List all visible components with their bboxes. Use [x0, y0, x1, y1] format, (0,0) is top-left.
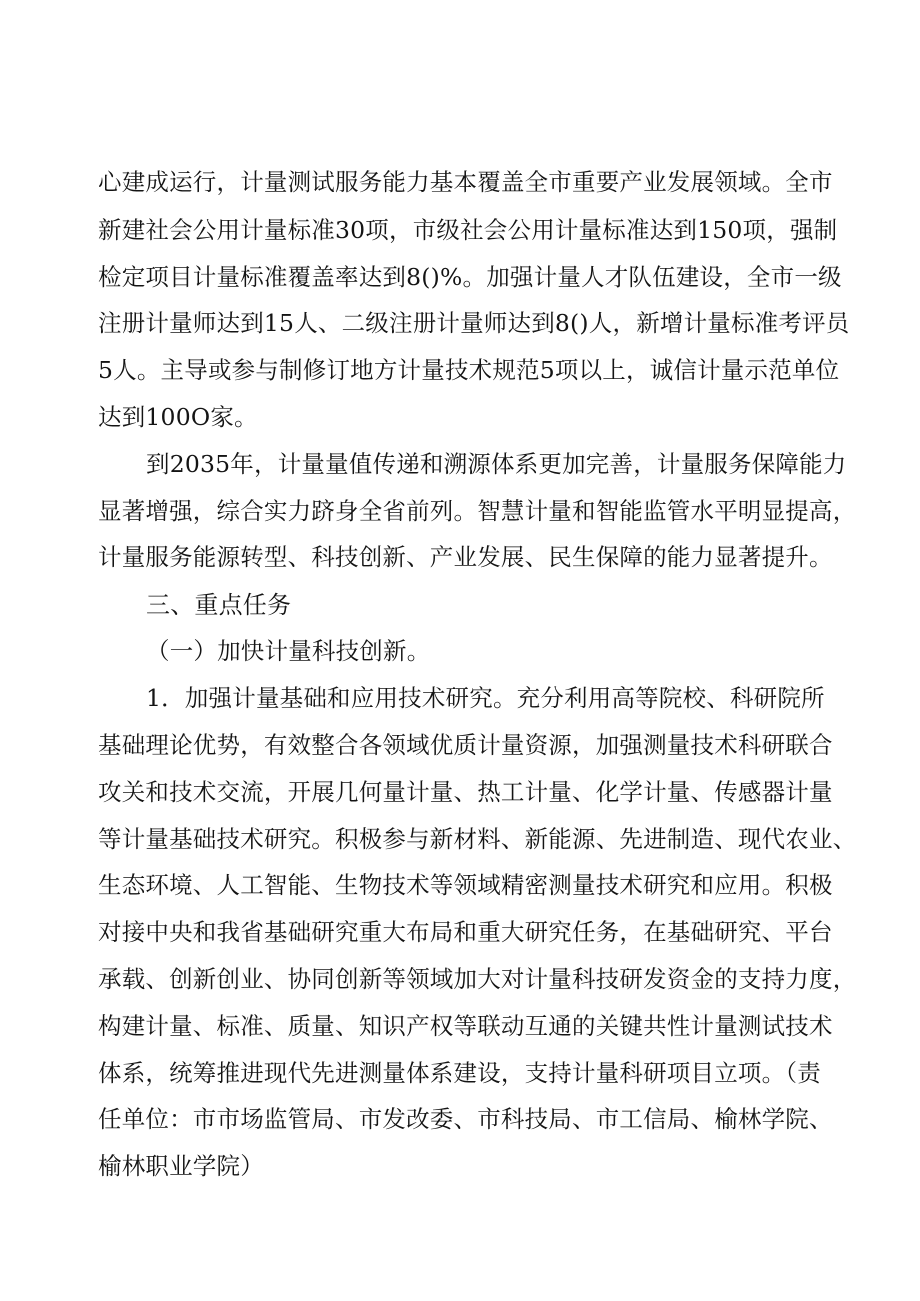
text-line: 任单位：市市场监管局、市发改委、市科技局、市工信局、榆林学院、: [98, 1105, 833, 1133]
paragraph-first-line: 到2035年，计量量值传递和溯源体系更加完善，计量服务保障能力: [146, 450, 847, 478]
text-line: 承载、创新创业、协同创新等领域加大对计量科技研发资金的支持力度，: [98, 965, 857, 993]
text-line: 计量服务能源转型、科技创新、产业发展、民生保障的能力显著提升。: [98, 543, 833, 571]
text-line: 基础理论优势，有效整合各领域优质计量资源，加强测量技术科研联合: [98, 731, 833, 759]
text-line: 榆林职业学院）: [98, 1152, 264, 1180]
subsection-heading: （一）加快计量科技创新。: [146, 637, 431, 665]
text-line: 新建社会公用计量标准30项，市级社会公用计量标准达到150项，强制: [98, 216, 838, 244]
text-line: 达到100O家。: [98, 403, 258, 431]
text-line: 攻关和技术交流，开展几何量计量、热工计量、化学计量、传感器计量: [98, 778, 833, 806]
text-line: 生态环境、人工智能、生物技术等领域精密测量技术研究和应用。积极: [98, 871, 833, 899]
section-heading: 三、重点任务: [146, 591, 292, 619]
text-line: 等计量基础技术研究。积极参与新材料、新能源、先进制造、现代农业、: [98, 825, 857, 853]
paragraph-first-line: 1．加强计量基础和应用技术研究。充分利用高等院校、科研院所: [146, 684, 825, 712]
text-line: 构建计量、标准、质量、知识产权等联动互通的关键共性计量测试技术: [98, 1012, 833, 1040]
text-line: 检定项目计量标准覆盖率达到8()%。加强计量人才队伍建设，全市一级: [98, 263, 842, 291]
text-line: 注册计量师达到15人、二级注册计量师达到8()人，新增计量标准考评员: [98, 309, 850, 337]
text-line: 心建成运行，计量测试服务能力基本覆盖全市重要产业发展领域。全市: [98, 168, 833, 196]
text-line: 显著增强，综合实力跻身全省前列。智慧计量和智能监管水平明显提高，: [98, 497, 857, 525]
text-line: 5人。主导或参与制修订地方计量技术规范5项以上，诚信计量示范单位: [98, 356, 840, 384]
text-line: 对接中央和我省基础研究重大布局和重大研究任务，在基础研究、平台: [98, 918, 833, 946]
text-line: 体系，统筹推进现代先进测量体系建设，支持计量科研项目立项。（责: [98, 1059, 821, 1087]
